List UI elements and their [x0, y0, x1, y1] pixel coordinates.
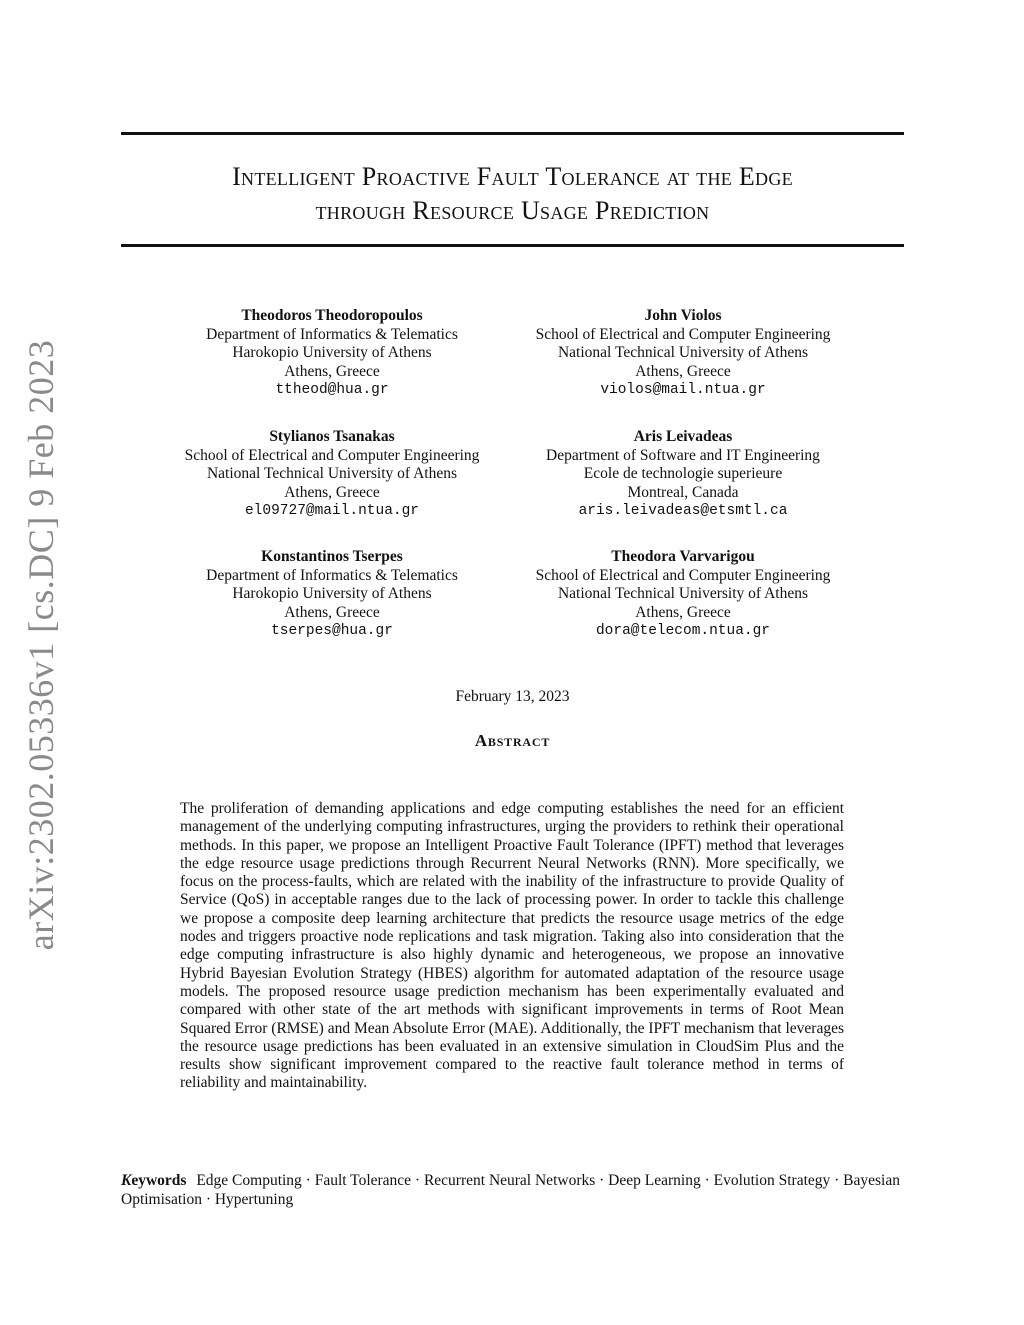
author-block-4: [503, 428, 863, 521]
author-institution: National Technical University of Athens: [206, 465, 457, 482]
author-location: Montreal, Canada: [627, 483, 739, 501]
author-name: Konstantinos Tserpes: [261, 548, 403, 565]
author-name: Aris Leivadeas: [633, 428, 733, 445]
author-name: Theodoros Theodoropoulos: [241, 307, 423, 324]
abstract-heading: Abstract: [474, 731, 551, 750]
author-name: Theodora Varvarigou: [611, 548, 755, 565]
author-department: School of Electrical and Computer Engineering: [184, 446, 480, 464]
author-location: Athens, Greece: [284, 362, 380, 380]
abstract-body: The proliferation of demanding applications and edge computing establishes the need for an efficient management of the underlying computing infrastructures, urging the providers to rethink their operational methods. In this paper, we propose an Intelligent Proactive Fault Tolerance (IPFT) method that leverages the edge resource usage predictions through Recurrent Neural Networks (RNN). More specifically, we focus on the process-faults, which are related with the inability of the infrastructure to provide Quality of Service (QoS) in acceptable ranges due to the lack of processing power. In order to tackle this challenge we propose a composite deep learning architecture that predicts the resource usage metrics of the edge nodes and triggers proactive node replications and task migration. Taking also into consideration that the edge computing infrastructure is also highly dynamic and heterogeneous, we propose an innovative Hybrid Bayesian Evolution Strategy (HBES) algorithm for automated adaptation of the resource usage models. The proposed resource usage prediction mechanism has been experimentally evaluated and compared with other state of the art methods with significant improvements in terms of Root Mean Squared Error (RMSE) and Mean Absolute Error (MAE). Additionally, the IPFT mechanism that leverages the resource usage predictions has been evaluated in an extensive simulation in CloudSim Plus and the results show significant improvement compared to the reactive fault tolerance method in terms of reliability and maintainability.: [180, 800, 844, 1092]
author-email[interactable]: el09727@mail.ntua.gr: [244, 503, 420, 519]
paper-title-line-2: through Resource Usage Prediction: [315, 196, 710, 225]
author-location: Athens, Greece: [284, 483, 380, 501]
author-email[interactable]: violos@mail.ntua.gr: [600, 382, 766, 398]
author-location: Athens, Greece: [284, 603, 380, 621]
author-block-6: [503, 548, 863, 641]
arxiv-identifier-stamp: arXiv:2302.05336v1 [cs.DC] 9 Feb 2023: [21, 339, 61, 951]
author-name: Stylianos Tsanakas: [269, 428, 395, 445]
author-email[interactable]: tserpes@hua.gr: [271, 623, 393, 639]
author-name: John Violos: [644, 307, 722, 324]
title-rule-top: [121, 132, 904, 135]
paper-title: [121, 160, 904, 228]
author-block-2: [503, 307, 863, 400]
author-institution: Ecole de technologie superieure: [583, 465, 783, 482]
author-institution: Harokopio University of Athens: [232, 585, 432, 602]
author-department: Department of Informatics & Telematics: [206, 566, 458, 584]
keywords-list: Edge Computing · Fault Tolerance · Recurrent Neural Networks · Deep Learning · Evolution Strategy · Bayesian Optimisation · Hypertuning: [121, 1172, 900, 1208]
keywords-label-rest: eywords: [131, 1172, 187, 1189]
keywords-label: [121, 1172, 186, 1189]
author-location: Athens, Greece: [635, 603, 731, 621]
author-block-5: [152, 548, 512, 641]
keywords-label-initial: K: [121, 1172, 132, 1189]
title-rule-bottom: [121, 244, 904, 247]
author-location: Athens, Greece: [635, 362, 731, 380]
author-department: Department of Software and IT Engineering: [546, 446, 820, 464]
author-email[interactable]: ttheod@hua.gr: [275, 382, 389, 398]
author-email[interactable]: aris.leivadeas@etsmtl.ca: [578, 503, 788, 519]
author-department: Department of Informatics & Telematics: [206, 325, 458, 343]
author-block-1: [152, 307, 512, 400]
keywords-section: [121, 1172, 904, 1209]
author-block-3: [152, 428, 512, 521]
author-institution: National Technical University of Athens: [557, 344, 808, 361]
author-department: School of Electrical and Computer Engineering: [535, 566, 831, 584]
paper-title-line-1: Intelligent Proactive Fault Tolerance at the Edge: [232, 162, 793, 191]
publication-date: February 13, 2023: [455, 688, 570, 705]
author-department: School of Electrical and Computer Engineering: [535, 325, 831, 343]
author-institution: National Technical University of Athens: [557, 585, 808, 602]
author-email[interactable]: dora@telecom.ntua.gr: [595, 623, 771, 639]
author-institution: Harokopio University of Athens: [232, 344, 432, 361]
